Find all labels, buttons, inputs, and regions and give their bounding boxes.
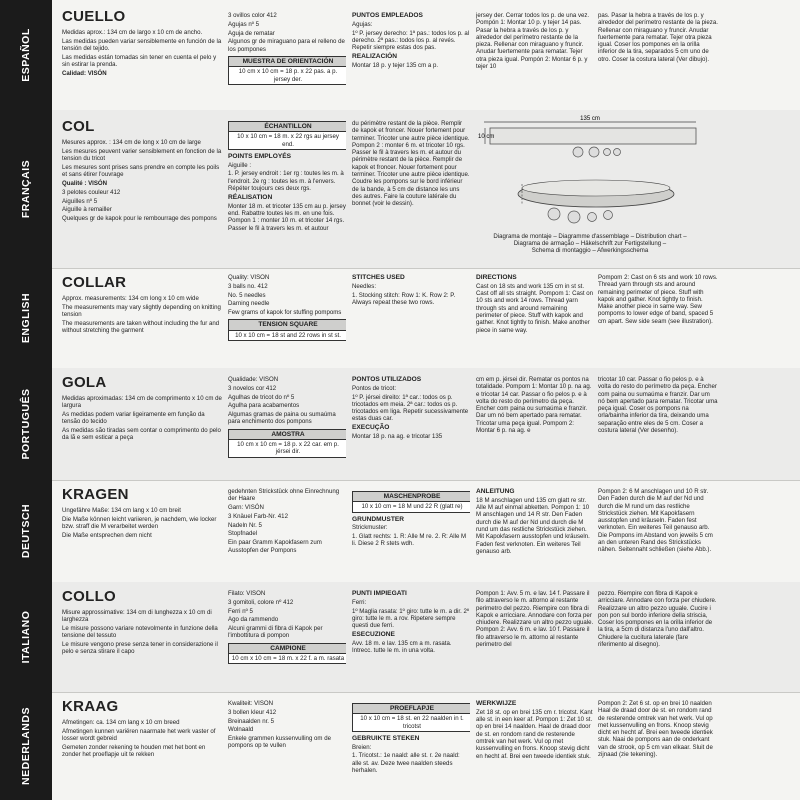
language-label: NEDERLANDS xyxy=(20,707,32,785)
language-tab xyxy=(0,268,52,368)
band-deutsch xyxy=(0,480,800,583)
pompom-small xyxy=(604,149,611,156)
pompom-large xyxy=(573,147,583,157)
language-tab xyxy=(0,480,52,582)
column-stitches: PUNTOS EMPLEADOS Agujas: 1º P. jersey derecho: 1ª pas.: todos los p. al derecho. 2ª pas.: todos los p. al revés. Repetir siempre estas dos pas. REALIZACIÓN Montar 18 p. y tejer 135 cm a p. xyxy=(352,12,470,69)
column-stitches: STITCHES USED Needles: 1. Stocking stitch: Row 1: K. Row 2: P. Always repeat these two rows. xyxy=(352,274,456,306)
gauge-box: MUESTRA DE ORIENTACIÓN 10 cm x 10 cm = 18 p. x 22 pas. a p. jersey der. xyxy=(228,56,346,85)
item-title: COL xyxy=(62,118,95,135)
language-tab xyxy=(0,110,52,268)
gauge-box: ÉCHANTILLON 10 x 10 cm = 18 m. x 22 rgs au jersey end. xyxy=(228,121,346,150)
language-label: PORTUGUÊS xyxy=(20,388,32,460)
column-directions: du périmètre restant de la pièce. Remplir de kapok et froncer. Nouer fortement pour terminer. Tricoter une autre pièce identique. Pompon 2 : monter 6 m. et tricoter 10 rgs. Passer le fil à travers les m. et autour du périmètre restant de la pièce. Remplir de kapok et froncer. Nouer fortement pour terminer. Tricoter une autre pièce identique. Coudre les pompons sur le bord inférieur de la bande, à 5 cm de distance les uns des autres. Faire la couture latérale du bonnet (voir le dessin). xyxy=(352,120,470,208)
language-label: ESPAÑOL xyxy=(20,28,32,82)
column-stitches: MASCHENPROBE 10 x 10 cm = 18 M und 22 R (glatt re) GRUNDMUSTER Strickmuster: 1. Glatt rechts: 1. R: Alle M re. 2. R: Alle M li. Diese 2 R stets wdh. xyxy=(352,488,470,580)
pompom-attached xyxy=(548,208,560,220)
item-title: KRAGEN xyxy=(62,486,129,503)
gauge-box: PROEFLAPJE 10 x 10 cm = 18 st. en 22 naalden in t. tricotst xyxy=(352,703,470,732)
column-finishing: Pompon 2: Zet 6 st. op en brei 10 naalden Haal de draad door de st. en rondom rand de resterende omtrek van het werk. Vul op met kussenvulling en frons. Knoop stevig dicht en hecht af. Brei een tweede identiek stuk. Naai de pompons aan de onderkant van de strook, op 5 cm van elkaar. Sluit de zijnaad (zie tekening). xyxy=(598,700,713,759)
band-nederlands xyxy=(0,692,800,800)
column-directions: DIRECTIONS Cast on 18 sts and work 135 cm in st st. Cast off all sts straight. Pompom 1: Cast on 10 sts and work 14 rows. Thread yarn through sts and around remaining perimeter of piece. Stuff with kapok and gather. Knot tightly to finish. Make another piece in same way. xyxy=(476,274,594,334)
item-title: GOLA xyxy=(62,374,107,391)
diagram-caption: Diagrama de armação – Häkelschrift zur Fertigstellung – xyxy=(513,240,667,247)
column-measurements: KRAAG Afmetingen: ca. 134 cm lang x 10 cm breed Afmetingen kunnen variëren naarmate het werk vaster of losser wordt gebreid Gemeten zonder rekening te houden met het bont en zonder het proeflapje uit te rekken xyxy=(62,698,222,798)
language-label: DEUTSCH xyxy=(20,503,32,559)
item-title: CUELLO xyxy=(62,8,126,25)
language-tab xyxy=(0,582,52,692)
gauge-box: CAMPIONE 10 cm x 10 cm = 18 m. x 22 f. a m. rasata xyxy=(228,643,346,665)
column-materials: ÉCHANTILLON 10 x 10 cm = 18 m. x 22 rgs au jersey end. POINTS EMPLOYÉS Aiguille : 1. P. jersey endroit : 1er rg : toutes les m. à l'endroit. 2e rg : toutes les m. à l'envers. Répéter toujours ces deux rgs. RÉALISATION Monter 18 m. et tricoter 135 cm au p. jersey end. Rabattre toutes les m. en une fois. Pompon 1 : monter 10 m. et tricoter 14 rgs. Passer le fil à travers les m. et autour xyxy=(228,118,346,266)
diagram-caption: Diagrama de montaje – Diagramme d'assemblage – Distribution chart – xyxy=(493,233,687,240)
column-materials: 3 ovillos color 412 Agujas nº 5 Aguja de rematar Algunos gr de miraguano para el relleno de los pompones MUESTRA DE ORIENTACIÓN 10 cm x 10 cm = 18 p. x 22 pas. a p. jersey der. xyxy=(228,12,346,108)
column-measurements: CUELLO Medidas aprox.: 134 cm de largo x 10 cm de ancho. Las medidas pueden variar sensiblemente en función de la tensión del tejido. Las medidas están tomadas sin tener en cuenta el pelo y sin estirar la prenda. Calidad: VISÓN xyxy=(62,8,222,77)
pompom-attached xyxy=(568,211,580,223)
diagram-caption: Schema di montaggio – Afwerkingsschema xyxy=(531,247,649,254)
sewn-collar-top xyxy=(522,180,670,196)
band-espanol xyxy=(0,0,800,111)
language-label: FRANÇAIS xyxy=(20,159,32,219)
band-italiano xyxy=(0,582,800,693)
item-title: COLLO xyxy=(62,588,116,605)
pompom-large xyxy=(589,147,599,157)
column-finishing: pezzo. Riempire con fibra di Kapok e arricciare. Annodare con forza per chiudere. Realizzare un altro pezzo uguale. Cucire i pon pon sul bordo inferiore della striscia, Coser los pompones en la orilla inferior de la tira, a 5cm di distanza l'uno dall'altro. Chiudere la cucitura laterale (fare riferimento al disegno). xyxy=(598,590,717,649)
column-finishing: Pompom 2: Cast on 6 sts and work 10 rows. Thread yarn through sts and around remaining perimeter of piece. Stuff with kapok and gather. Knot tightly to finish. Make another piece in same way. Sew pompoms to lower edge of band, spaced 5 cm apart. Sew side seam (see illustration). xyxy=(598,274,718,325)
column-stitches: PUNTI IMPIEGATI Ferri: 1º Maglia rasata: 1º giro: tutte le m. a dir. 2º giro: tutte le m. a rov. Ripetere sempre questi due ferri. ESECUZIONE Avv. 18 m. e lav. 135 cm a m. rasata. Intrecc. tutte le m. in una volta. xyxy=(352,590,470,655)
column-finishing: Pompon 2: 6 M anschlagen und 10 R str. Den Faden durch die M auf der Nd und durch die M rund um das restliche Strickstück ziehen. Mit Kapokfasern ausstopfen und kräuseln. Faden fest verknoten. Ein weiteres Teil genauso arb. Die Pompons im Abstand von jeweils 5 cm an den unteren Rand des Strickstücks nähen. Seitennaht schließen (siehe Abb.). xyxy=(598,488,713,554)
length-label: 135 cm xyxy=(580,116,600,122)
collar-diagram-drawing xyxy=(476,114,704,234)
collar-strip xyxy=(490,128,696,144)
language-label: ENGLISH xyxy=(20,292,32,344)
gauge-box: AMOSTRA 10 cm x 10 cm = 18 p. x 22 car. em p. jérsei dir. xyxy=(228,429,346,458)
column-stitches: PONTOS UTILIZADOS Pontos de tricot: 1º P. jérsei direito: 1ª car.: todos os p. tricotados em meia. 2ª car.: todos os p. tricotados em liga. Repetir sucessivamente estas duas car. EXECUÇÃO Montar 18 p. na ag. e tricotar 135 xyxy=(352,376,469,441)
language-tab xyxy=(0,0,52,110)
gauge-box: TENSION SQUARE 10 x 10 cm = 18 st and 22 rows in st st. xyxy=(228,319,346,341)
column-finishing: tricotar 10 car. Passar o fio pelos p. e à volta do resto do perímetro da peça. Encher com paina ou sumaúma e franzir. Dar um nó bem apertado para rematar. Tricotar uma peça igual. Coser os pompons na orla/bainha inferior da tira, deixando uma separação entre eles de 5 cm. Coser a costura lateral (Ver desenho). xyxy=(598,376,718,435)
column-stitches: PROEFLAPJE 10 x 10 cm = 18 st. en 22 naalden in t. tricotst GEBRUIKTE STEKEN Breien: 1. Tricotst.: 1e naald: alle st. r. 2e naald: alle st. av. Deze twee naalden steeds herhalen. xyxy=(352,700,470,798)
width-label: 10 cm xyxy=(478,134,495,140)
column-measurements: GOLA Medidas aproximadas: 134 cm de comprimento x 10 cm de largura As medidas podem variar ligeiramente em função da tensão do tecido As medidas são tiradas sem contar o comprimento do pelo da lã e sem esticar a peça xyxy=(62,374,222,442)
column-materials: Qualidade: VISÓN 3 novelos cor 412 Agulhas de tricot do nº 5 Agulha para acabamentos Algumas gramas de paina ou sumaúma para enchimento dos pompons AMOSTRA 10 cm x 10 cm = 18 p. x 22 car. em p. jérsei dir. xyxy=(228,376,346,478)
assembly-diagram xyxy=(476,114,704,262)
column-directions: cm em p. jérsei dir. Rematar os pontos na totalidade. Pompom 1: Montar 10 p. na ag. e tricotar 14 car. Passar o fio pelos p. e à volta do resto do perímetro da peça. Encher com paina ou sumaúma e franzir. Dar um nó bem apertado para rematar. Tricotar uma peça igual. Pompom 2: Montar 6 p. na ag. e xyxy=(476,376,592,435)
pompom-attached xyxy=(588,213,597,222)
column-directions: jersey der. Cerrar todos los p. de una vez. Pompón 1: Montar 10 p. y tejer 14 pas. Pasar la hebra a través de los p. y alrededor del perímetro restante de la pieza. Rellenar con miraguano y fruncir. Anudar fuertemente para rematar. Tejer otra pieza igual. Pompón 2: Montar 6 p. y tejer 10 xyxy=(476,12,590,71)
band-portugues xyxy=(0,368,800,481)
pompom-attached xyxy=(604,211,613,220)
column-measurements: KRAGEN Ungefähre Maße: 134 cm lang x 10 cm breit Die Maße können leicht variieren, je nachdem, wie locker bzw. straff die M verarbeitet werden Die Maße entsprechen dem nicht xyxy=(62,486,222,580)
gauge-box: MASCHENPROBE 10 x 10 cm = 18 M und 22 R (glatt re) xyxy=(352,491,470,513)
item-title: KRAAG xyxy=(62,698,119,715)
band-english xyxy=(0,268,800,369)
column-directions: ANLEITUNG 18 M anschlagen und 135 cm glatt re str. Alle M auf einmal abketten. Pompon 1: 10 M anschlagen und 14 R str. Den Faden durch die M auf der Nd und durch die M rund um das restliche Strickstück ziehen. Mit Kapokfasern ausstopfen und kräuseln. Faden fest verknoten. Ein weiteres Teil genauso arb. xyxy=(476,488,590,555)
pompom-small xyxy=(614,149,621,156)
column-measurements: COLLAR Approx. measurements: 134 cm long x 10 cm wide The measurements may vary slightly depending on knitting tension The measurements are taken without including the fur and without stretching the garment xyxy=(62,274,221,335)
column-finishing: pas. Pasar la hebra a través de los p. y alrededor del perímetro restante de la pieza. Rellenar con miraguano y fruncir. Anudar fuertemente para rematar. Tejer otra pieza igual. Coser los pompones en la orilla inferior de la tira, separados 5 cm uno de otro. Coser la costura lateral (Ver dibujo). xyxy=(598,12,718,63)
column-materials: gedehnten Strickstück ohne Einrechnung der Haare Garn: VISÓN 3 Knäuel Farb-Nr. 412 Nadeln Nr. 5 Stopfnadel Ein paar Gramm Kapokfasern zum Ausstopfen der Pompons xyxy=(228,488,340,554)
language-tab xyxy=(0,368,52,480)
column-materials: Quality: VISÓN 3 balls no. 412 No. 5 needles Darning needle Few grams of kapok for stuffing pompoms TENSION SQUARE 10 x 10 cm = 18 st and 22 rows in st st. xyxy=(228,274,346,366)
column-directions: Pompon 1: Avv. 5 m. e lav. 14 f. Passare il filo attraverso le m. attorno al restante perimetro del pezzo. Riempire con fibra di Kapok e arricciare. Annodare con forza per chiudere. Realizzare un altro pezzo uguale. Pompon 2: Avv. 6 m. e lav. 10 f. Passare il filo attraverso le m. attorno al restante perimetro del xyxy=(476,590,594,649)
language-tab xyxy=(0,692,52,800)
column-materials: Filato: VISÓN 3 gomitoli, colore nº 412 Ferri nº 5 Ago da rammendo Alcuni grammi di fibra di Kapok per l'imbottitura di pompon CAMPIONE 10 cm x 10 cm = 18 m. x 22 f. a m. rasata xyxy=(228,590,346,690)
language-label: ITALIANO xyxy=(20,610,32,664)
column-materials: Kwaliteit: VISÓN 3 bollen kleur 412 Breinaalden nr. 5 Wolnaald Enkele grammen kussenvulling om de pompons op te vullen xyxy=(228,700,331,750)
column-measurements: COLLO Misure approssimative: 134 cm di lunghezza x 10 cm di larghezza Le misure possono variare notevolmente in funzione della tensione del tessuto Le misure vengono prese senza tener in considerazione il pelo e senza stirare il capo xyxy=(62,588,222,690)
item-title: COLLAR xyxy=(62,274,127,291)
column-directions: WERKWIJZE Zet 18 st. op en brei 135 cm r. tricotst. Kant alle st. in een keer af. Pompon 1: Zet 10 st. op en brei 14 naalden. Haal de draad door de st. en rondom rand de resterende omtrek van het werk. Vul op met kussenvulling en frons. Knoop stevig dicht en hecht af. Brei een tweede identiek stuk. xyxy=(476,700,593,760)
column-measurements: COL Mesures approx. : 134 cm de long x 10 cm de large Les mesures peuvent varier sensiblement en fonction de la tension du tricot Les mesures sont prises sans prendre en compte les poils et sans étirer l'ouvrage Qualité : VISÓN 3 pelotes couleur 412 Aiguilles nº 5 Aiguille à remailler Quelques gr de kapok pour le rembourrage des pompons xyxy=(62,118,222,223)
